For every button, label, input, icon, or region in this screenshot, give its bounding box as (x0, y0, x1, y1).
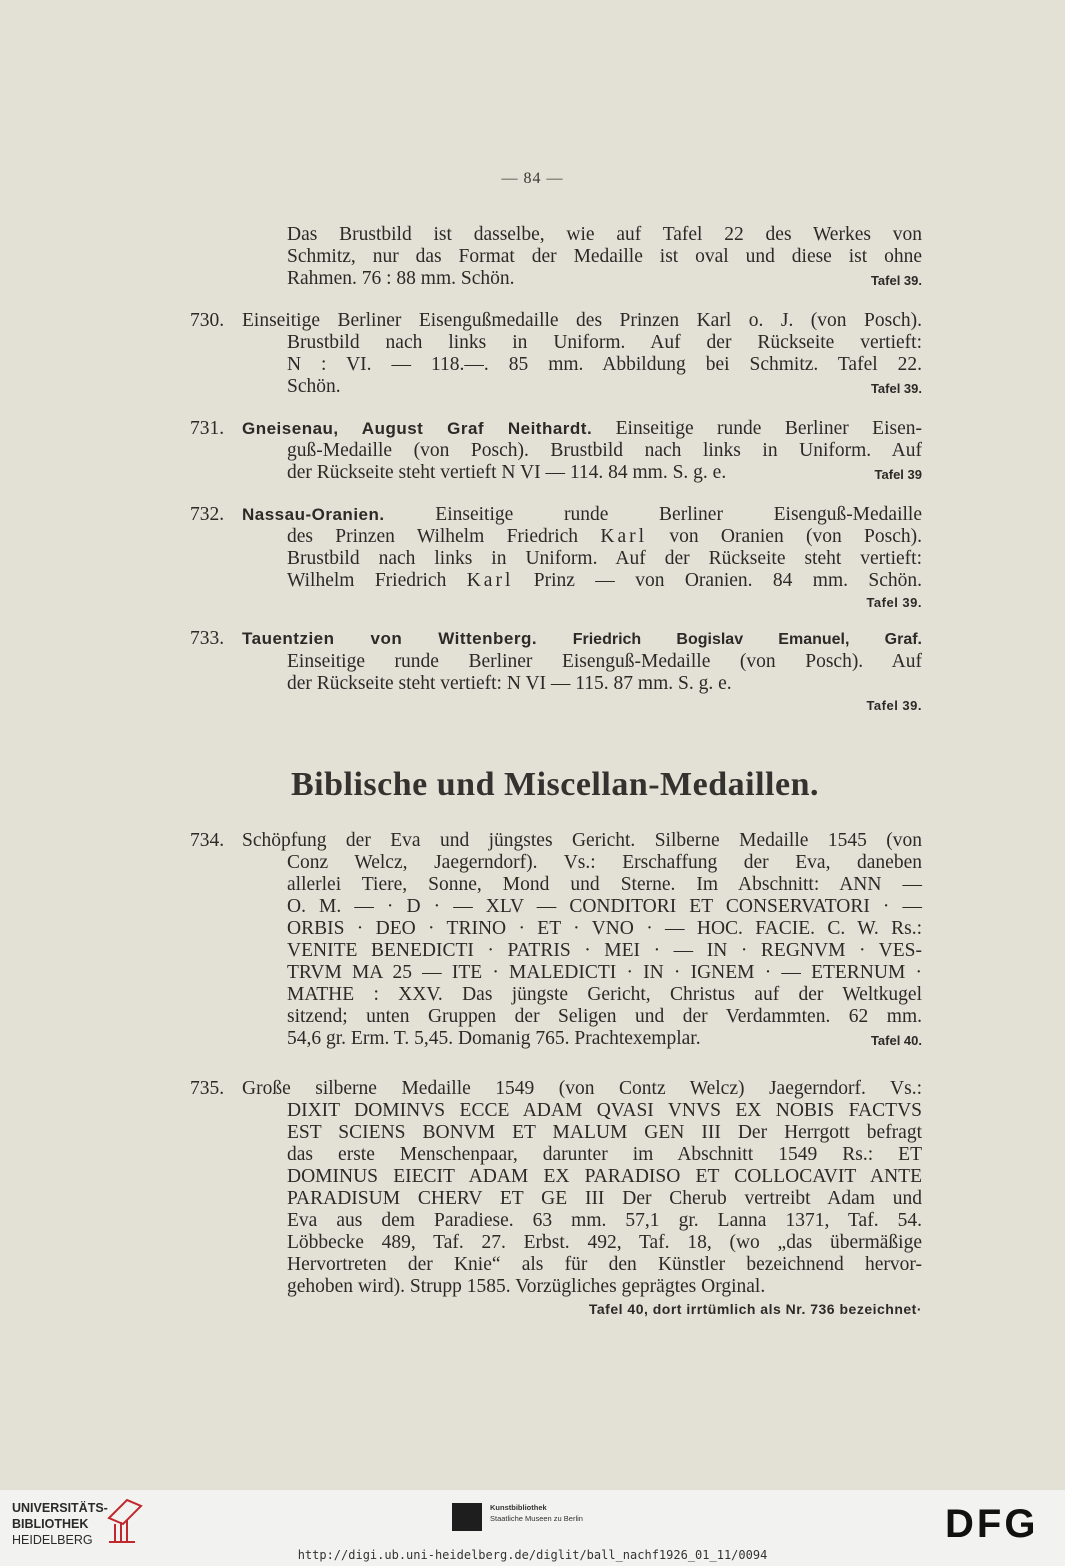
section-heading: Biblische und Miscellan-Medaillen. (291, 766, 819, 803)
entry-732 (190, 504, 922, 614)
entry-line-with-tafel (190, 376, 922, 398)
entry-line: Brustbild nach links in Uniform. Auf der Rückseite vertieft: (287, 332, 922, 353)
ub-line: HEIDELBERG (12, 1533, 93, 1547)
entry-line: das erste Menschenpaar, darunter im Abschnitt 1549 Rs.: ET (287, 1144, 922, 1165)
entry-first-line (190, 628, 922, 651)
spaced-name: Karl (466, 570, 514, 591)
entry-line: Conz Welcz, Jaegerndorf). Vs.: Erschaffung der Eva, daneben (287, 852, 922, 873)
kb-line: Staatliche Museen zu Berlin (490, 1514, 583, 1523)
kb-line: Kunstbibliothek (490, 1503, 547, 1512)
ub-line: BIBLIOTHEK (12, 1517, 89, 1531)
entry-line: Schmitz, nur das Format der Medaille ist oval und diese ist ohne (287, 246, 922, 267)
entry-line: DIXIT DOMINVS ECCE ADAM QVASI VNVS EX NOBIS FACTVS (287, 1100, 922, 1121)
tafel-ref: Tafel 39 (874, 467, 922, 482)
entry-line: ORBIS · DEO · TRINO · ET · VNO · — HOC. FACIE. C. W. Rs.: (287, 918, 922, 939)
entry-line-with-tafel (190, 462, 922, 484)
entry-line: Einseitige runde Berliner Eisenguß-Medaille (435, 504, 922, 525)
entry-first-line (190, 418, 922, 440)
entry-line: O. M. — · D · — XLV — CONDITORI ET CONSERVATORI · — (287, 896, 922, 917)
tafel-ref: Tafel 39. (870, 381, 922, 396)
tafel-ref: Tafel 39. (866, 595, 922, 610)
ub-heidelberg-logo-icon (105, 1496, 145, 1546)
entry-line: N : VI. — 118.—. 85 mm. Abbildung bei Schmitz. Tafel 22. (287, 354, 922, 375)
spaced-name: Karl (600, 526, 648, 547)
entry-line: DOMINUS EIECIT ADAM EX PARADISO ET COLLOCAVIT ANTE (287, 1166, 922, 1187)
entry-line: sitzend; unten Gruppen der Seligen und der Verdammten. 62 mm. (287, 1006, 922, 1027)
entry-line: der Rückseite steht vertieft N VI — 114. 84 mm. S. g. e. (287, 462, 727, 483)
entry-name: Nassau-Oranien. (242, 505, 385, 524)
entry-735 (190, 1078, 922, 1320)
ub-heidelberg-label (12, 1500, 108, 1548)
entry-line: Einseitige Berliner Eisengußmedaille des Prinzen Karl o. J. (von Posch). (242, 310, 922, 331)
entry-line: Hervortreten der Knie“ als für den Künstler bezeichnend hervor- (287, 1254, 922, 1275)
entry-729 (190, 224, 922, 292)
entry-first-line (190, 504, 922, 526)
kunstbibliothek-logo-icon (452, 1503, 482, 1531)
entry-line: TRVM MA 25 — ITE · MALEDICTI · IN · IGNEM · — ETERNUM · (287, 962, 922, 983)
entry-line: PARADISUM CHERV ET GE III Der Cherub vertreibt Adam und (287, 1188, 922, 1209)
entry-line: 54,6 gr. Erm. T. 5,45. Domanig 765. Prachtexemplar. (287, 1028, 701, 1049)
entry-line-with-tafel (190, 268, 922, 290)
entry-line-2 (190, 526, 922, 548)
entry-731 (190, 418, 922, 486)
entry-line: Das Brustbild ist dasselbe, wie auf Tafel 22 des Werkes von (287, 224, 922, 245)
entry-line: gehoben wird). Strupp 1585. Vorzügliches geprägtes Orginal. (287, 1276, 766, 1297)
entry-name-detail: Friedrich Bogislav Emanuel, Graf. (572, 631, 923, 648)
entry-name: Tauentzien von Wittenberg. (242, 629, 538, 648)
entry-line: Schöpfung der Eva und jüngstes Gericht. Silberne Medaille 1545 (von (242, 830, 922, 851)
entry-text: Prinz — von Oranien. 84 mm. Schön. (533, 570, 923, 591)
entry-line: Einseitige runde Berliner Eisen- (615, 418, 922, 439)
tafel-ref: Tafel 40. (870, 1033, 922, 1048)
entry-line: Große silberne Medaille 1549 (von Contz Welcz) Jaegerndorf. Vs.: (242, 1078, 922, 1099)
entry-730 (190, 310, 922, 400)
entry-name: Gneisenau, August Graf Neithardt. (242, 419, 593, 438)
entry-line: EST SCIENS BONVM ET MALUM GEN III Der Herrgott befragt (287, 1122, 922, 1143)
tafel-ref: Tafel 39. (866, 698, 922, 713)
entry-line: Eva aus dem Paradiese. 63 mm. 57,1 gr. Lanna 1371, Taf. 54. (287, 1210, 922, 1231)
entry-number: 734. (190, 830, 225, 851)
entry-number: 733. (190, 628, 225, 649)
entry-first-line (190, 830, 922, 852)
entry-line: Löbbecke 489, Taf. 27. Erbst. 492, Taf. 18, (wo „das übermäßige (287, 1232, 922, 1253)
entry-line: Einseitige runde Berliner Eisenguß-Medaille (von Posch). Auf (287, 651, 922, 672)
entry-number: 732. (190, 504, 225, 525)
source-url-link[interactable]: http://digi.ub.uni-heidelberg.de/diglit/ball_nachf1926_01_11/0094 (297, 1548, 768, 1562)
kunstbibliothek-label (490, 1502, 583, 1524)
entry-733 (190, 628, 922, 717)
entry-734 (190, 830, 922, 1052)
entry-line: Brustbild nach links in Uniform. Auf der Rückseite steht vertieft: (287, 548, 922, 569)
entry-first-line (190, 310, 922, 332)
entry-line: der Rückseite steht vertieft: N VI — 115. 87 mm. S. g. e. (287, 673, 732, 694)
entry-line: Rahmen. 76 : 88 mm. Schön. (287, 268, 515, 289)
entry-text: von Oranien (von Posch). (669, 526, 923, 547)
tafel-ref: Tafel 40, dort irrtümlich als Nr. 736 bezeichnet· (588, 1301, 922, 1317)
entry-line: guß-Medaille (von Posch). Brustbild nach links in Uniform. Auf (287, 440, 922, 461)
entry-line: Schön. (287, 376, 341, 397)
entry-line: VENITE BENEDICTI · PATRIS · MEI · — IN · REGNVM · VES- (287, 940, 922, 961)
entry-line: MATHE : XXV. Das jüngste Gericht, Christus auf der Weltkugel (287, 984, 922, 1005)
entry-text: Wilhelm Friedrich (287, 570, 447, 591)
entry-line-with-tafel (190, 1028, 922, 1050)
entry-line-4 (190, 570, 922, 592)
entry-number: 730. (190, 310, 225, 331)
ub-line: UNIVERSITÄTS- (12, 1501, 108, 1515)
tafel-ref: Tafel 39. (870, 273, 922, 288)
entry-number: 731. (190, 418, 225, 439)
entry-first-line (190, 1078, 922, 1100)
entry-number: 735. (190, 1078, 225, 1099)
page-number: — 84 — (501, 170, 564, 187)
entry-text: des Prinzen Wilhelm Friedrich (287, 526, 579, 547)
dfg-logo: DFG (945, 1502, 1039, 1546)
entry-line: allerlei Tiere, Sonne, Mond und Sterne. Im Abschnitt: ANN — (287, 874, 922, 895)
